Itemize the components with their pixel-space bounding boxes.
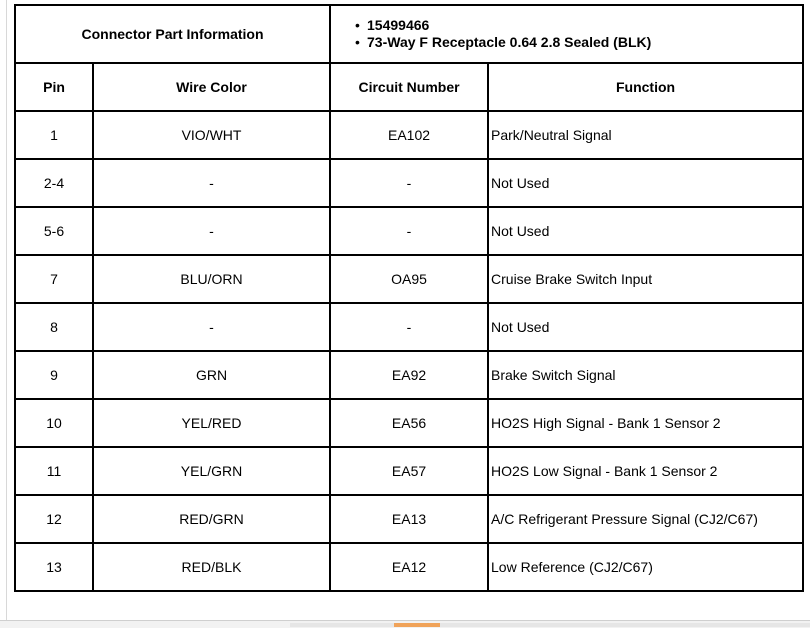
- circuit-number-cell: EA56: [330, 399, 488, 447]
- wire-color-cell: YEL/RED: [93, 399, 330, 447]
- connector-description: • 73-Way F Receptacle 0.64 2.8 Sealed (BLK): [367, 34, 802, 51]
- pin-cell: 13: [15, 543, 93, 591]
- table-row: [15, 543, 803, 591]
- wire-color-cell: RED/BLK: [93, 543, 330, 591]
- wire-color-cell: -: [93, 207, 330, 255]
- connector-info-values: [330, 5, 803, 63]
- table-row: [15, 399, 803, 447]
- pin-cell: 8: [15, 303, 93, 351]
- circuit-number-cell: EA12: [330, 543, 488, 591]
- table-header-row: [15, 63, 803, 111]
- pin-cell: 10: [15, 399, 93, 447]
- header-wire-color: Wire Color: [93, 63, 330, 111]
- pin-cell: 2-4: [15, 159, 93, 207]
- part-number: • 15499466: [367, 17, 802, 34]
- circuit-number-cell: -: [330, 303, 488, 351]
- function-cell: Not Used: [488, 207, 803, 255]
- circuit-number-cell: EA57: [330, 447, 488, 495]
- connector-pinout-table: [14, 4, 804, 592]
- wire-color-cell: YEL/GRN: [93, 447, 330, 495]
- scrollbar-thumb[interactable]: [394, 623, 440, 627]
- circuit-number-cell: EA13: [330, 495, 488, 543]
- header-pin: Pin: [15, 63, 93, 111]
- wire-color-cell: -: [93, 159, 330, 207]
- connector-info-label: Connector Part Information: [15, 5, 330, 63]
- function-cell: Park/Neutral Signal: [488, 111, 803, 159]
- wire-color-cell: VIO/WHT: [93, 111, 330, 159]
- function-cell: Brake Switch Signal: [488, 351, 803, 399]
- wire-color-cell: RED/GRN: [93, 495, 330, 543]
- pin-cell: 5-6: [15, 207, 93, 255]
- wire-color-cell: GRN: [93, 351, 330, 399]
- pin-cell: 7: [15, 255, 93, 303]
- table-row: [15, 351, 803, 399]
- header-function: Function: [488, 63, 803, 111]
- table-row: [15, 303, 803, 351]
- table-row: [15, 495, 803, 543]
- circuit-number-cell: -: [330, 159, 488, 207]
- function-cell: HO2S High Signal - Bank 1 Sensor 2: [488, 399, 803, 447]
- function-cell: Not Used: [488, 159, 803, 207]
- wire-color-cell: -: [93, 303, 330, 351]
- function-cell: Not Used: [488, 303, 803, 351]
- circuit-number-cell: -: [330, 207, 488, 255]
- function-cell: Cruise Brake Switch Input: [488, 255, 803, 303]
- table-row: [15, 159, 803, 207]
- connector-info-row: [15, 5, 803, 63]
- circuit-number-cell: OA95: [330, 255, 488, 303]
- wire-color-cell: BLU/ORN: [93, 255, 330, 303]
- table-row: [15, 207, 803, 255]
- function-cell: Low Reference (CJ2/C67): [488, 543, 803, 591]
- circuit-number-cell: EA92: [330, 351, 488, 399]
- table-row: [15, 255, 803, 303]
- table-row: [15, 111, 803, 159]
- scrollbar-track[interactable]: [290, 623, 810, 627]
- function-cell: HO2S Low Signal - Bank 1 Sensor 2: [488, 447, 803, 495]
- circuit-number-cell: EA102: [330, 111, 488, 159]
- header-circuit-number: Circuit Number: [330, 63, 488, 111]
- table-row: [15, 447, 803, 495]
- pin-cell: 11: [15, 447, 93, 495]
- pin-cell: 1: [15, 111, 93, 159]
- left-edge-strip: [0, 0, 7, 620]
- pin-cell: 9: [15, 351, 93, 399]
- pin-cell: 12: [15, 495, 93, 543]
- function-cell: A/C Refrigerant Pressure Signal (CJ2/C67): [488, 495, 803, 543]
